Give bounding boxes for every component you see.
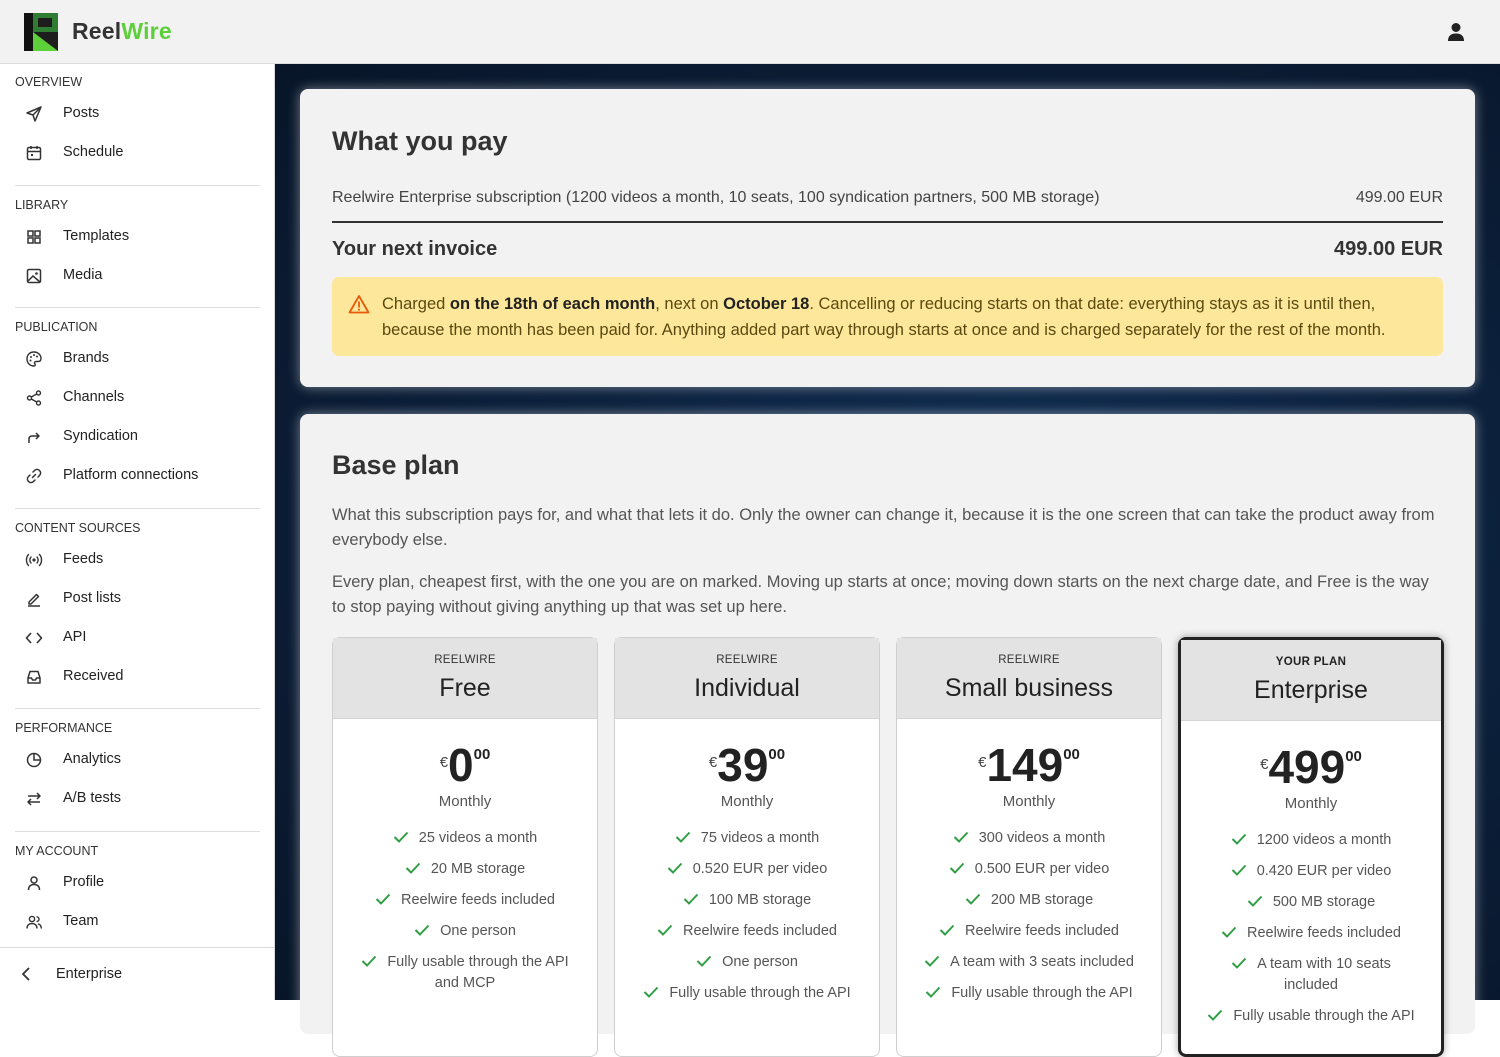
check-icon (1221, 926, 1237, 938)
notice-text-part: Charged (382, 295, 450, 313)
what-you-pay-title: What you pay (332, 126, 508, 156)
team-icon (25, 913, 43, 931)
check-icon (939, 924, 955, 936)
feature-text: One person (440, 923, 516, 939)
sidebar-item-label: Templates (63, 228, 130, 244)
feature-text: 0.420 EUR per video (1256, 863, 1392, 879)
price-cents: 00 (768, 746, 786, 763)
check-icon (1207, 1009, 1223, 1021)
sidebar-item-platform-connections[interactable] (15, 459, 260, 493)
feature-text: 1200 videos a month (1256, 832, 1392, 848)
feature-text: A team with 3 seats included (950, 954, 1134, 970)
check-icon (683, 893, 699, 905)
plan-header (333, 638, 597, 719)
section-title-content-sources: CONTENT SOURCES (15, 521, 141, 535)
check-icon (643, 986, 659, 998)
feature-item (615, 921, 879, 942)
feature-item (615, 859, 879, 880)
check-icon (405, 862, 421, 874)
base-plan-description: What this subscription pays for, and what that lets it do. Only the owner can change it, because it is the one screen that can take the product away from everybody else. (332, 506, 1435, 549)
check-icon (657, 924, 673, 936)
base-plan-instructions: Every plan, cheapest first, with the one you are on marked. Moving up starts at once; moving down starts on the next charge date, and Free is the way to stop paying without giving anything up that was set up here. (332, 573, 1429, 616)
sidebar-item-label: Feeds (63, 551, 104, 567)
feature-item (1181, 861, 1441, 882)
sidebar-item-label: Schedule (63, 144, 124, 160)
check-icon (1231, 864, 1247, 876)
feature-text: 0.520 EUR per video (692, 861, 828, 877)
check-icon (696, 955, 712, 967)
sidebar-item-label: Media (63, 267, 103, 283)
price-currency: € (439, 754, 449, 771)
plan-card-enterprise[interactable] (1178, 637, 1444, 1057)
feature-text: 75 videos a month (700, 830, 820, 846)
sidebar-item-label: Brands (63, 350, 109, 366)
feature-text: Reelwire feeds included (683, 923, 837, 939)
price-amount: 499 (1268, 741, 1346, 793)
plan-tag: REELWIRE (716, 654, 778, 666)
feature-text: 500 MB storage (1272, 894, 1376, 910)
feature-item (333, 890, 597, 911)
feature-text: Reelwire feeds included (965, 923, 1119, 939)
price-currency: € (708, 754, 718, 771)
feature-item (1181, 923, 1441, 944)
sidebar-item-ab-tests[interactable] (15, 782, 260, 816)
sidebar-item-feeds[interactable] (15, 543, 260, 577)
feature-item (897, 890, 1161, 911)
link-icon (25, 467, 43, 485)
billing-period: Monthly (438, 793, 492, 810)
pencil-icon (25, 590, 43, 608)
feature-text: 25 videos a month (418, 830, 538, 846)
reelwire-logo-icon[interactable] (24, 13, 58, 51)
feature-item (1181, 830, 1441, 851)
check-icon (393, 831, 409, 843)
plan-card-free[interactable] (332, 637, 598, 1057)
chevron-left-icon (18, 965, 36, 983)
feature-item (615, 952, 879, 973)
billing-notice (332, 277, 1443, 356)
sidebar-divider (15, 831, 260, 832)
account-plan-label: Enterprise (56, 966, 123, 982)
calendar-icon (25, 144, 43, 162)
sidebar-item-channels[interactable] (15, 381, 260, 415)
section-title-library: LIBRARY (15, 198, 69, 212)
check-icon (1231, 957, 1247, 969)
sidebar-item-media[interactable] (15, 259, 260, 293)
brand-name[interactable] (72, 18, 172, 45)
brand-name-part2: Wire (121, 18, 172, 44)
base-plan-card (300, 414, 1475, 1034)
notice-text-part: , next on (655, 295, 724, 313)
feature-list (615, 828, 879, 1014)
sidebar-item-received[interactable] (15, 660, 260, 694)
check-icon (414, 924, 430, 936)
plan-name: Individual (694, 674, 800, 702)
plan-card-small-business[interactable] (896, 637, 1162, 1057)
sidebar-item-label: Platform connections (63, 467, 199, 483)
top-bar (0, 0, 1500, 64)
price-cents: 00 (1345, 748, 1362, 765)
check-icon (375, 893, 391, 905)
sidebar-item-posts[interactable] (15, 97, 260, 131)
plan-card-individual[interactable] (614, 637, 880, 1057)
feature-item (615, 890, 879, 911)
plan-price (615, 738, 879, 792)
feature-text: 100 MB storage (708, 892, 812, 908)
check-icon (361, 955, 377, 967)
feature-text: Reelwire feeds included (1247, 925, 1401, 941)
sidebar-item-schedule[interactable] (15, 136, 260, 170)
plan-header (615, 638, 879, 719)
pie-chart-icon (25, 751, 43, 769)
next-charge-date: October 18 (723, 295, 810, 313)
billing-period: Monthly (1002, 793, 1056, 810)
grid-icon (25, 228, 43, 246)
plan-name: Free (439, 674, 491, 702)
image-icon (25, 267, 43, 285)
plan-name: Small business (944, 674, 1114, 702)
forward-arrow-icon (25, 428, 43, 446)
plan-price (333, 738, 597, 792)
sidebar-item-label: A/B tests (63, 790, 122, 806)
billing-period: Monthly (1284, 795, 1338, 812)
plan-header (1181, 640, 1441, 721)
inbox-icon (25, 668, 43, 686)
charge-day: on the 18th of each month (449, 295, 656, 313)
sidebar-item-label: API (63, 629, 87, 645)
feature-text: 20 MB storage (430, 861, 526, 877)
sidebar-item-label: Profile (63, 874, 105, 890)
sidebar-item-syndication[interactable] (15, 420, 260, 454)
sidebar-item-profile[interactable] (15, 866, 260, 900)
price-amount: 39 (717, 739, 769, 791)
feature-list (897, 828, 1161, 1014)
check-icon (667, 862, 683, 874)
swap-icon (25, 790, 43, 808)
sidebar-collapse-button[interactable] (0, 947, 275, 1000)
sidebar-item-post-lists[interactable] (15, 582, 260, 616)
section-title-my-account: MY ACCOUNT (15, 844, 99, 858)
check-icon (1247, 895, 1263, 907)
feature-item (333, 859, 597, 880)
brand-name-part1: Reel (72, 18, 122, 44)
price-amount: 0 (448, 739, 474, 791)
subscription-line-amount: 499.00 EUR (1355, 189, 1443, 206)
check-icon (925, 986, 941, 998)
feature-item (1181, 1006, 1441, 1027)
feature-text: Reelwire feeds included (401, 892, 555, 908)
share-icon (25, 389, 43, 407)
price-amount: 149 (986, 739, 1064, 791)
section-title-overview: OVERVIEW (15, 75, 83, 89)
billing-notice-text (382, 291, 1422, 343)
subscription-line-description: Reelwire Enterprise subscription (1200 videos a month, 10 seats, 100 syndication partners, 500 MB storage) (332, 189, 1100, 206)
feature-item (1181, 954, 1441, 996)
sidebar-item-team[interactable] (15, 905, 260, 939)
feature-text: Fully usable through the API and MCP (387, 954, 569, 991)
send-icon (25, 105, 43, 123)
next-invoice-amount: 499.00 EUR (1334, 238, 1443, 260)
main-content[interactable] (275, 64, 1500, 1024)
feature-item (615, 828, 879, 849)
sidebar-divider (15, 708, 260, 709)
warning-icon (348, 294, 370, 314)
feature-item (897, 983, 1161, 1004)
feature-text: A team with 10 seats included (1257, 956, 1391, 993)
feature-item (897, 828, 1161, 849)
feature-text: One person (722, 954, 798, 970)
sidebar-item-templates[interactable] (15, 220, 260, 254)
broadcast-icon (25, 551, 43, 569)
palette-icon (25, 350, 43, 368)
plan-name: Enterprise (1254, 676, 1368, 704)
sidebar-item-label: Syndication (63, 428, 138, 444)
feature-item (615, 983, 879, 1004)
feature-item (897, 921, 1161, 942)
feature-item (333, 921, 597, 942)
check-icon (965, 893, 981, 905)
check-icon (675, 831, 691, 843)
plan-price (1181, 740, 1441, 794)
feature-item (333, 952, 597, 994)
feature-item (1181, 892, 1441, 913)
feature-list (333, 828, 597, 1004)
check-icon (924, 955, 940, 967)
check-icon (949, 862, 965, 874)
plan-tag: REELWIRE (434, 654, 496, 666)
plan-tag: REELWIRE (998, 654, 1060, 666)
check-icon (953, 831, 969, 843)
feature-list (1181, 830, 1441, 1037)
sidebar-item-brands[interactable] (15, 342, 260, 376)
feature-text: 200 MB storage (990, 892, 1094, 908)
sidebar-item-label: Analytics (63, 751, 122, 767)
base-plan-title: Base plan (332, 450, 460, 480)
feature-item (897, 859, 1161, 880)
what-you-pay-card (300, 89, 1475, 387)
feature-item (897, 952, 1161, 973)
feature-text: 300 videos a month (978, 830, 1106, 846)
sidebar-item-analytics[interactable] (15, 743, 260, 777)
feature-text: 0.500 EUR per video (974, 861, 1110, 877)
feature-text: Fully usable through the API (1233, 1008, 1415, 1024)
feature-text: Fully usable through the API (669, 985, 851, 1001)
price-cents: 00 (473, 746, 491, 763)
feature-item (333, 828, 597, 849)
section-title-publication: PUBLICATION (15, 320, 98, 334)
notice-text-part: . Cancelling or reducing starts on that date: everything stays as it is until then, because the month has been paid for. Anything added part way through starts at once and is charged separately for the rest of the month. (382, 295, 1386, 339)
sidebar-item-api[interactable] (15, 621, 260, 655)
sidebar-divider (15, 307, 260, 308)
sidebar-item-label: Received (63, 668, 124, 684)
plan-header (897, 638, 1161, 719)
invoice-divider (332, 221, 1443, 223)
code-icon (25, 629, 43, 647)
current-plan-badge: YOUR PLAN (1275, 656, 1347, 668)
sidebar-item-label: Channels (63, 389, 125, 405)
price-currency: € (978, 754, 987, 771)
billing-period: Monthly (720, 793, 774, 810)
price-currency: € (1260, 756, 1269, 773)
person-icon (25, 874, 43, 892)
sidebar (0, 64, 275, 1000)
feature-text: Fully usable through the API (951, 985, 1133, 1001)
check-icon (1231, 833, 1247, 845)
price-cents: 00 (1063, 746, 1080, 763)
sidebar-item-label: Post lists (63, 590, 122, 606)
sidebar-divider (15, 185, 260, 186)
next-invoice-label: Your next invoice (332, 238, 498, 260)
user-account-icon[interactable] (1444, 20, 1468, 44)
plan-price (897, 738, 1161, 792)
section-title-performance: PERFORMANCE (15, 721, 113, 735)
sidebar-item-label: Team (63, 913, 99, 929)
sidebar-item-label: Posts (63, 105, 100, 121)
sidebar-divider (15, 508, 260, 509)
